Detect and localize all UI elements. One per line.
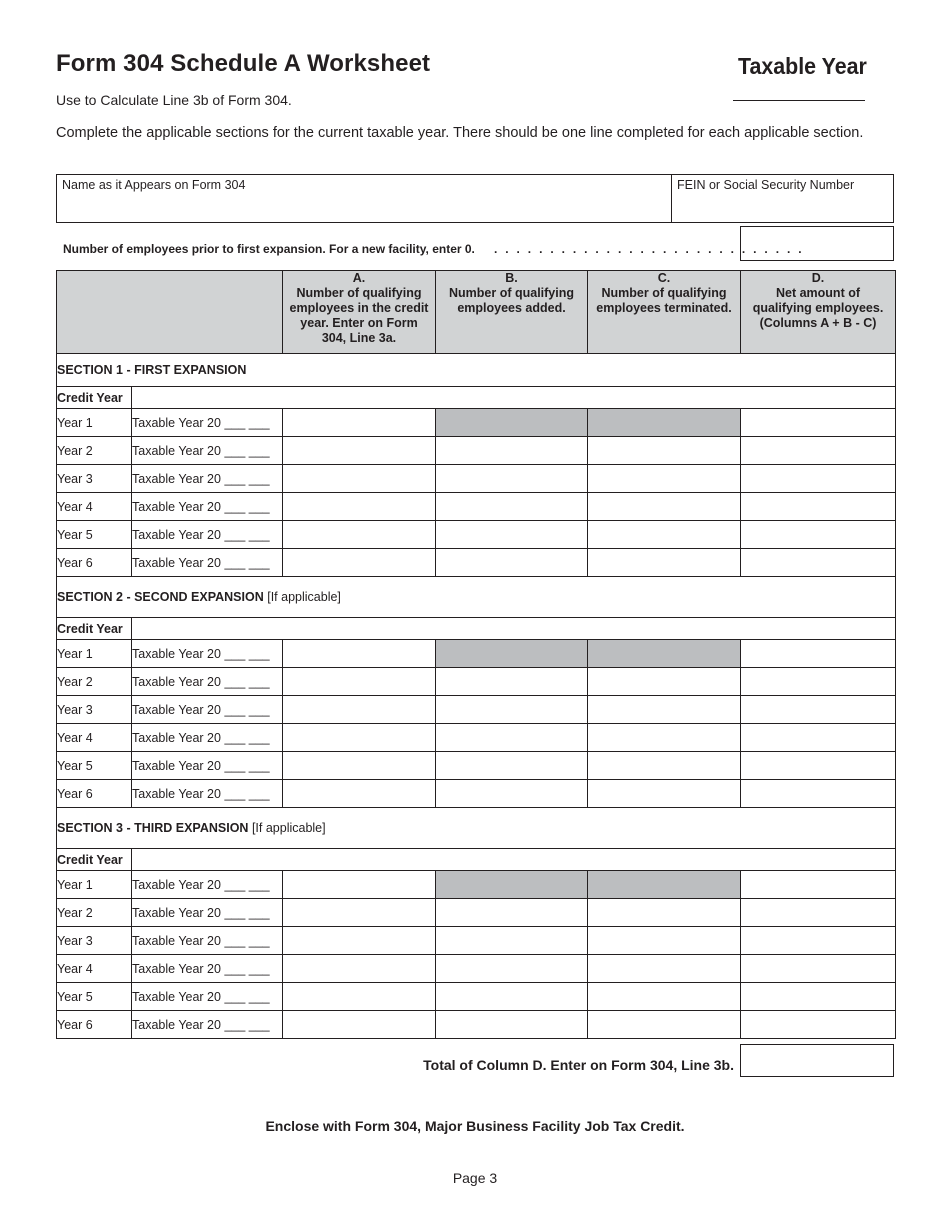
credit-year-cell: Year 1 [57,871,132,899]
credit-year-spacer [132,387,896,409]
taxable-year-cell[interactable]: Taxable Year 20 ___ ___ [132,437,283,465]
column-d-input[interactable] [741,437,896,465]
column-d-input[interactable] [741,409,896,437]
table-row [57,465,896,493]
column-a-input[interactable] [283,983,436,1011]
column-a-input[interactable] [283,668,436,696]
column-d-input[interactable] [741,927,896,955]
column-c-input[interactable] [588,465,741,493]
section-3-note-text: [If applicable] [251,821,326,835]
table-row [57,724,896,752]
column-b-input[interactable] [436,724,588,752]
taxable-year-field[interactable] [733,100,865,101]
credit-year-cell: Year 5 [57,521,132,549]
credit-year-label: Credit Year [57,387,132,409]
column-a-input[interactable] [283,437,436,465]
credit-year-spacer [132,849,896,871]
column-c-input[interactable] [588,1011,741,1039]
column-d-letter: D. [811,271,825,285]
taxable-year-cell[interactable]: Taxable Year 20 ___ ___ [132,871,283,899]
identity-box [56,174,894,223]
total-label: Total of Column D. Enter on Form 304, Line 3b. [423,1057,734,1073]
table-row [57,521,896,549]
taxable-year-cell[interactable]: Taxable Year 20 ___ ___ [132,955,283,983]
column-c-text: Number of qualifying employees terminated. [596,286,732,315]
column-b-input[interactable] [436,1011,588,1039]
taxable-year-cell[interactable]: Taxable Year 20 ___ ___ [132,409,283,437]
credit-year-cell: Year 3 [57,927,132,955]
column-c-input[interactable] [588,549,741,577]
column-d-input[interactable] [741,1011,896,1039]
header-blank [57,271,283,354]
credit-year-cell: Year 4 [57,955,132,983]
column-a-input[interactable] [283,927,436,955]
credit-year-cell: Year 6 [57,549,132,577]
column-c-input[interactable] [588,780,741,808]
column-c-input[interactable] [588,927,741,955]
column-a-input[interactable] [283,409,436,437]
column-c-input[interactable] [588,899,741,927]
section-2-note [264,590,341,604]
column-c-input[interactable] [588,983,741,1011]
column-d-text: Net amount of qualifying employees. (Columns A + B - C) [752,286,884,330]
taxable-year-cell[interactable]: Taxable Year 20 ___ ___ [132,983,283,1011]
column-d-input[interactable] [741,668,896,696]
column-b-input[interactable] [436,780,588,808]
identity-divider [671,175,672,222]
table-row [57,983,896,1011]
table-row [57,927,896,955]
table-row [57,871,896,899]
instructions: Complete the applicable sections for the current taxable year. There should be one line completed for each applicable section. [56,125,864,141]
taxable-year-cell[interactable]: Taxable Year 20 ___ ___ [132,899,283,927]
column-d-input[interactable] [741,493,896,521]
taxable-year-cell[interactable]: Taxable Year 20 ___ ___ [132,724,283,752]
credit-year-cell: Year 2 [57,668,132,696]
column-b-input[interactable] [436,752,588,780]
section-2-title [57,577,896,618]
column-c-input[interactable] [588,493,741,521]
column-b-input[interactable] [436,955,588,983]
column-d-input[interactable] [741,724,896,752]
section-3-heading: SECTION 3 - THIRD EXPANSION [57,821,249,835]
worksheet-table [56,270,896,1039]
table-row [57,696,896,724]
taxable-year-cell[interactable]: Taxable Year 20 ___ ___ [132,640,283,668]
table-row [57,752,896,780]
credit-year-cell: Year 1 [57,409,132,437]
section-1-title [57,354,896,387]
column-a-input[interactable] [283,521,436,549]
column-a-input[interactable] [283,493,436,521]
employees-prior-leader-dots: . . . . . . . . . . . . . . . . . . . . . . . . . . . . [494,242,804,256]
taxable-year-cell[interactable]: Taxable Year 20 ___ ___ [132,927,283,955]
column-a-text: Number of qualifying employees in the credit year. Enter on Form 304, Line 3a. [289,286,429,345]
taxable-year-cell[interactable]: Taxable Year 20 ___ ___ [132,465,283,493]
taxable-year-cell[interactable]: Taxable Year 20 ___ ___ [132,549,283,577]
section-2-heading: SECTION 2 - SECOND EXPANSION [57,590,264,604]
credit-year-cell: Year 5 [57,983,132,1011]
credit-year-label: Credit Year [57,618,132,640]
table-row [57,409,896,437]
section-3-note [248,821,325,835]
column-b-input[interactable] [436,549,588,577]
taxable-year-cell[interactable]: Taxable Year 20 ___ ___ [132,752,283,780]
column-b-input[interactable] [436,696,588,724]
column-c-input [588,871,741,899]
column-a-input[interactable] [283,549,436,577]
table-row [57,1011,896,1039]
column-c-input[interactable] [588,696,741,724]
column-d-input[interactable] [741,521,896,549]
enclose-note: Enclose with Form 304, Major Business Facility Job Tax Credit. [265,1118,685,1134]
column-b-input [436,640,588,668]
credit-year-label: Credit Year [57,849,132,871]
fein-field-label: FEIN or Social Security Number [677,178,855,192]
section-3-title [57,808,896,849]
credit-year-cell: Year 6 [57,780,132,808]
table-row [57,640,896,668]
credit-year-cell: Year 5 [57,752,132,780]
column-c-input[interactable] [588,437,741,465]
page-number: Page 3 [452,1170,498,1186]
table-row [57,899,896,927]
column-c-header [588,271,741,354]
column-a-input[interactable] [283,899,436,927]
column-a-input[interactable] [283,752,436,780]
column-c-input[interactable] [588,752,741,780]
column-b-input[interactable] [436,521,588,549]
taxable-year-cell[interactable]: Taxable Year 20 ___ ___ [132,668,283,696]
column-a-input[interactable] [283,724,436,752]
column-a-input[interactable] [283,640,436,668]
credit-year-cell: Year 2 [57,437,132,465]
column-c-input[interactable] [588,668,741,696]
column-a-input[interactable] [283,1011,436,1039]
column-b-text: Number of qualifying employees added. [449,286,574,315]
column-a-letter: A. [352,271,366,285]
taxable-year-cell[interactable]: Taxable Year 20 ___ ___ [132,521,283,549]
employees-prior-label: Number of employees prior to first expansion. For a new facility, enter 0. [63,242,475,256]
table-row [57,668,896,696]
column-d-input[interactable] [741,752,896,780]
credit-year-cell: Year 3 [57,465,132,493]
credit-year-spacer [132,618,896,640]
section-2-note-text: [If applicable] [267,590,341,604]
column-d-input[interactable] [741,549,896,577]
credit-year-cell: Year 6 [57,1011,132,1039]
column-b-header [436,271,588,354]
taxable-year-cell[interactable]: Taxable Year 20 ___ ___ [132,1011,283,1039]
column-c-input [588,640,741,668]
column-d-header [741,271,896,354]
column-b-input [436,409,588,437]
column-b-input [436,871,588,899]
total-column-d-input[interactable] [740,1044,894,1077]
column-d-input[interactable] [741,780,896,808]
column-a-input[interactable] [283,780,436,808]
credit-year-cell: Year 3 [57,696,132,724]
column-c-input[interactable] [588,521,741,549]
column-b-input[interactable] [436,437,588,465]
column-c-input [588,409,741,437]
form-title: Form 304 Schedule A Worksheet [56,50,431,77]
table-row [57,780,896,808]
column-b-input[interactable] [436,927,588,955]
column-c-input[interactable] [588,955,741,983]
column-d-input[interactable] [741,983,896,1011]
column-a-input[interactable] [283,465,436,493]
column-d-input[interactable] [741,696,896,724]
column-d-input[interactable] [741,955,896,983]
column-b-input[interactable] [436,668,588,696]
column-c-input[interactable] [588,724,741,752]
column-a-input[interactable] [283,955,436,983]
column-b-input[interactable] [436,493,588,521]
column-c-letter: C. [657,271,671,285]
column-d-input[interactable] [741,640,896,668]
taxable-year-cell[interactable]: Taxable Year 20 ___ ___ [132,780,283,808]
table-row [57,955,896,983]
column-b-input[interactable] [436,465,588,493]
table-row [57,437,896,465]
taxable-year-cell[interactable]: Taxable Year 20 ___ ___ [132,696,283,724]
column-a-input[interactable] [283,696,436,724]
form-subtitle: Use to Calculate Line 3b of Form 304. [56,92,292,108]
section-1-heading: SECTION 1 - FIRST EXPANSION [57,363,247,377]
name-field-label: Name as it Appears on Form 304 [62,178,246,192]
column-d-input[interactable] [741,465,896,493]
employees-prior-input[interactable] [740,226,894,261]
credit-year-cell: Year 4 [57,493,132,521]
taxable-year-cell[interactable]: Taxable Year 20 ___ ___ [132,493,283,521]
column-d-input[interactable] [741,899,896,927]
column-b-input[interactable] [436,983,588,1011]
taxable-year-label: Taxable Year [738,53,867,79]
table-row [57,549,896,577]
column-a-input[interactable] [283,871,436,899]
column-b-letter: B. [505,271,518,285]
table-row [57,493,896,521]
column-a-header [283,271,436,354]
column-d-input[interactable] [741,871,896,899]
column-b-input[interactable] [436,899,588,927]
credit-year-cell: Year 1 [57,640,132,668]
credit-year-cell: Year 2 [57,899,132,927]
credit-year-cell: Year 4 [57,724,132,752]
